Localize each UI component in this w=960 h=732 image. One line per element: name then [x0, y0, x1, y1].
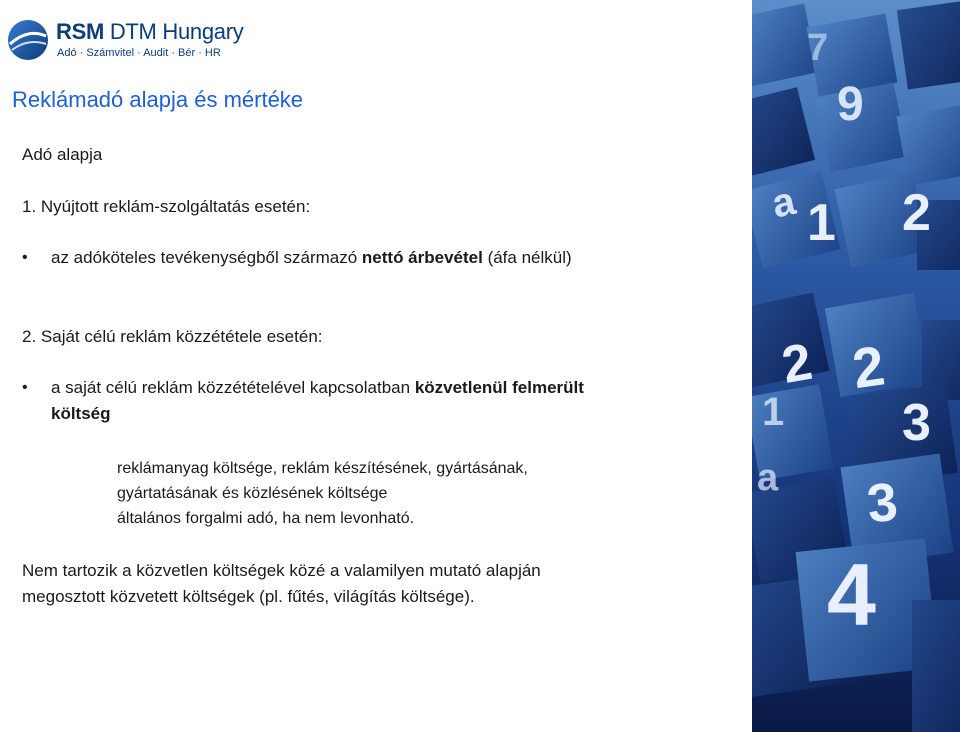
svg-text:7: 7: [807, 27, 829, 69]
slide-title: Reklámadó alapja és mértéke: [12, 87, 304, 112]
svg-text:1: 1: [807, 194, 836, 252]
section1-bullet-suffix: (áfa nélkül): [482, 248, 572, 267]
section2-bullet-bold-cont: költség: [51, 404, 111, 423]
section1-bullet: [51, 246, 572, 270]
svg-text:3: 3: [902, 394, 931, 452]
svg-text:2: 2: [902, 184, 931, 242]
logo-tagline: Adó · Számvitel · Audit · Bér · HR: [57, 47, 221, 59]
footer-line-2: megosztott közvetett költségek (pl. fűtés, világítás költsége).: [22, 587, 475, 606]
subtitle: Adó alapja: [22, 145, 103, 164]
logo-brand: RSM: [56, 19, 104, 44]
svg-text:4: 4: [827, 545, 876, 644]
svg-text:2: 2: [848, 333, 889, 401]
numbered-cubes-image: [752, 0, 960, 732]
svg-text:9: 9: [837, 78, 864, 131]
section2-bullet-line1: [51, 376, 584, 400]
cost-item: általános forgalmi adó, ha nem levonható.: [117, 510, 415, 527]
section2-bullet-line2: [51, 402, 111, 426]
section2-heading: 2. Saját célú reklám közzététele esetén:: [22, 327, 323, 346]
section1-heading: 1. Nyújtott reklám-szolgáltatás esetén:: [22, 197, 311, 216]
svg-text:a: a: [768, 178, 800, 227]
svg-text:1: 1: [762, 390, 785, 434]
cost-item: gyártatásának és közlésének költsége: [117, 485, 388, 502]
section2-bullet-prefix: a saját célú reklám közzétételével kapcsolatban: [51, 378, 415, 397]
svg-text:a: a: [757, 457, 779, 499]
bullet-marker: •: [22, 249, 28, 266]
svg-text:3: 3: [864, 471, 901, 535]
section2-bullet-bold: közvetlenül felmerült: [414, 378, 584, 397]
cost-item-list: [117, 456, 528, 531]
cubes-illustration: [752, 0, 960, 732]
footer-line-1: Nem tartozik a közvetlen költségek közé a valamilyen mutató alapján: [22, 561, 541, 580]
section1-bullet-prefix: az adóköteles tevékenységből származó: [51, 248, 362, 267]
bullet-marker: •: [22, 379, 28, 396]
section1-bullet-bold: nettó árbevétel: [361, 248, 483, 267]
svg-text:2: 2: [777, 332, 817, 395]
cost-item: reklámanyag költsége, reklám készítésének, gyártásának,: [117, 460, 528, 477]
logo-name-text: DTM Hungary: [109, 19, 244, 44]
